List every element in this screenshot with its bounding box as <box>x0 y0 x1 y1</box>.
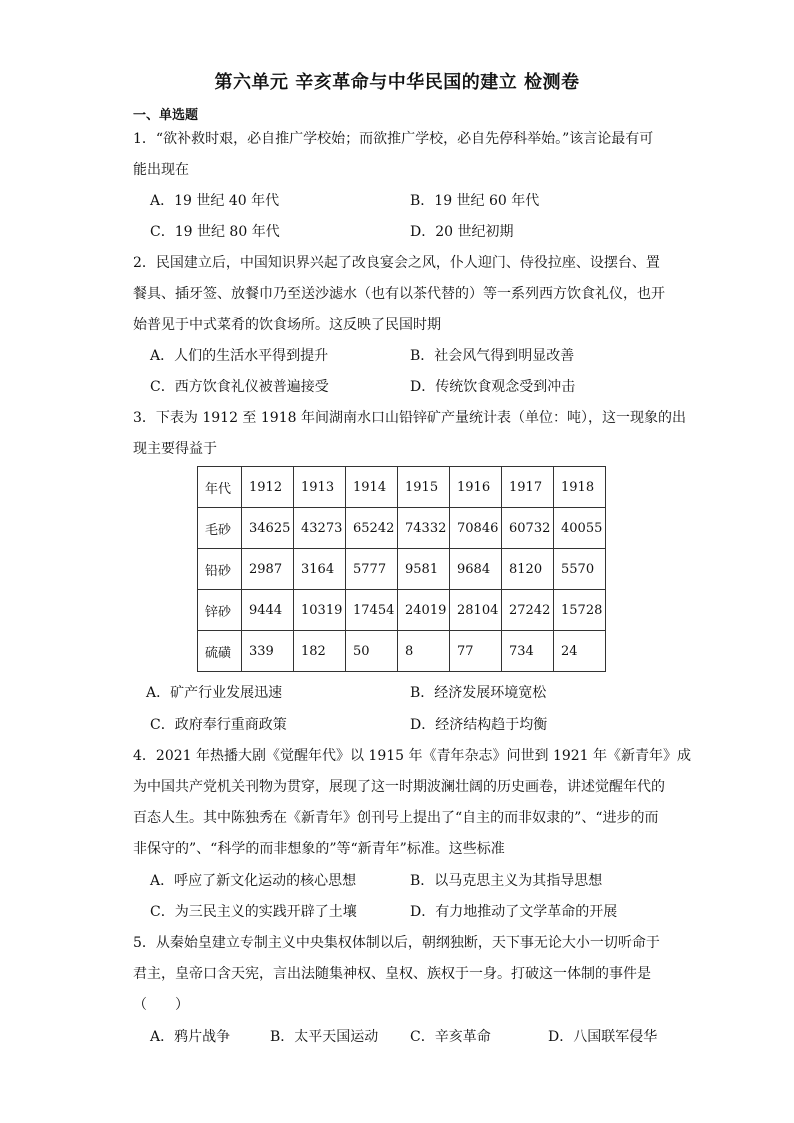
q4-line-3: 百态人生。其中陈独秀在《新青年》创刊号上提出了“自主的而非奴隶的”、“进步的而 <box>133 810 659 826</box>
q5-option-d[interactable]: D．八国联军侵华 <box>548 1029 658 1045</box>
table-cell: 74332 <box>398 508 450 549</box>
table-cell: 9581 <box>398 549 450 590</box>
q4-option-d[interactable]: D．有力地推动了文学革命的开展 <box>410 904 618 920</box>
table-cell: 9684 <box>450 549 502 590</box>
q2-option-c[interactable]: C．西方饮食礼仪被普遍接受 <box>150 379 329 395</box>
table-cell: 硫磺 <box>198 631 242 672</box>
table-row <box>198 508 606 549</box>
table-cell: 77 <box>450 631 502 672</box>
table-cell: 1918 <box>554 467 606 508</box>
production-table <box>197 466 606 672</box>
table-cell: 15728 <box>554 590 606 631</box>
table-cell: 43273 <box>294 508 346 549</box>
table-cell: 8120 <box>502 549 554 590</box>
q2-option-d[interactable]: D．传统饮食观念受到冲击 <box>410 379 576 395</box>
table-cell: 5777 <box>346 549 398 590</box>
table-cell: 65242 <box>346 508 398 549</box>
table-cell: 60732 <box>502 508 554 549</box>
table-cell: 1914 <box>346 467 398 508</box>
table-row <box>198 631 606 672</box>
q3-option-b[interactable]: B．经济发展环境宽松 <box>410 685 547 701</box>
table-cell: 10319 <box>294 590 346 631</box>
q3-option-c[interactable]: C．政府奉行重商政策 <box>150 717 287 733</box>
table-cell: 734 <box>502 631 554 672</box>
table-cell: 40055 <box>554 508 606 549</box>
q1-option-d[interactable]: D．20 世纪初期 <box>410 224 514 240</box>
table-cell: 锌砂 <box>198 590 242 631</box>
q4-line-2: 为中国共产党机关刊物为贯穿，展现了这一时期波澜壮阔的历史画卷，讲述觉醒年代的 <box>133 779 665 795</box>
q2-line-3: 始普见于中式菜肴的饮食场所。这反映了民国时期 <box>133 317 441 333</box>
q5-line-2: 君主，皇帝口含天宪，言出法随集神权、皇权、族权于一身。打破这一体制的事件是 <box>133 966 651 982</box>
table-row <box>198 590 606 631</box>
table-cell: 1916 <box>450 467 502 508</box>
q5-blank: （ ） <box>133 997 189 1013</box>
table-cell: 24019 <box>398 590 450 631</box>
q3-line-1: 3．下表为 1912 至 1918 年间湖南水口山铅锌矿产量统计表（单位：吨），这一现象的出 <box>133 410 686 426</box>
table-cell: 1917 <box>502 467 554 508</box>
table-cell: 年代 <box>198 467 242 508</box>
table-header-row <box>198 467 606 508</box>
q3-option-a[interactable]: A．矿产行业发展迅速 <box>146 685 283 701</box>
section-heading: 一、单选题 <box>133 108 199 123</box>
q4-option-b[interactable]: B．以马克思主义为其指导思想 <box>410 873 603 889</box>
q4-line-1: 4．2021 年热播大剧《觉醒年代》以 1915 年《青年杂志》问世到 1921 年《新青年》成 <box>133 748 692 764</box>
q1-option-b[interactable]: B．19 世纪 60 年代 <box>410 193 540 209</box>
table-cell: 50 <box>346 631 398 672</box>
table-row <box>198 549 606 590</box>
page-title: 第六单元 辛亥革命与中华民国的建立 检测卷 <box>214 72 580 93</box>
q4-option-a[interactable]: A．呼应了新文化运动的核心思想 <box>150 873 357 889</box>
q2-line-1: 2．民国建立后，中国知识界兴起了改良宴会之风，仆人迎门、侍役拉座、设摆台、置 <box>133 255 660 271</box>
table-cell: 34625 <box>242 508 294 549</box>
table-cell: 17454 <box>346 590 398 631</box>
table-cell: 28104 <box>450 590 502 631</box>
table-cell: 8 <box>398 631 450 672</box>
table-cell: 339 <box>242 631 294 672</box>
table-cell: 1915 <box>398 467 450 508</box>
q1-line-2: 能出现在 <box>133 162 189 178</box>
table-cell: 27242 <box>502 590 554 631</box>
table-cell: 铅砂 <box>198 549 242 590</box>
q5-option-a[interactable]: A．鸦片战争 <box>150 1029 231 1045</box>
table-cell: 2987 <box>242 549 294 590</box>
q3-line-2: 现主要得益于 <box>133 441 217 457</box>
table-cell: 毛砂 <box>198 508 242 549</box>
q4-option-c[interactable]: C．为三民主义的实践开辟了土壤 <box>150 904 357 920</box>
q1-option-c[interactable]: C．19 世纪 80 年代 <box>150 224 280 240</box>
q3-option-d[interactable]: D．经济结构趋于均衡 <box>410 717 548 733</box>
q5-option-c[interactable]: C．辛亥革命 <box>410 1029 491 1045</box>
table-cell: 9444 <box>242 590 294 631</box>
table-cell: 5570 <box>554 549 606 590</box>
q5-option-b[interactable]: B．太平天国运动 <box>270 1029 379 1045</box>
table-cell: 24 <box>554 631 606 672</box>
q2-line-2: 餐具、插牙签、放餐巾乃至送沙滤水（也有以茶代替的）等一系列西方饮食礼仪，也开 <box>133 286 665 302</box>
table-cell: 182 <box>294 631 346 672</box>
table-cell: 3164 <box>294 549 346 590</box>
q4-line-4: 非保守的”、“科学的而非想象的”等“新青年”标准。这些标准 <box>133 841 505 857</box>
q5-line-1: 5．从秦始皇建立专制主义中央集权体制以后，朝纲独断，天下事无论大小一切听命于 <box>133 935 660 951</box>
table-cell: 70846 <box>450 508 502 549</box>
q2-option-b[interactable]: B．社会风气得到明显改善 <box>410 348 575 364</box>
q1-option-a[interactable]: A．19 世纪 40 年代 <box>150 193 280 209</box>
table-cell: 1913 <box>294 467 346 508</box>
q2-option-a[interactable]: A．人们的生活水平得到提升 <box>150 348 329 364</box>
table-cell: 1912 <box>242 467 294 508</box>
q1-line-1: 1．“欲补救时艰，必自推广学校始；而欲推广学校，必自先停科举始。”该言论最有可 <box>133 131 654 147</box>
